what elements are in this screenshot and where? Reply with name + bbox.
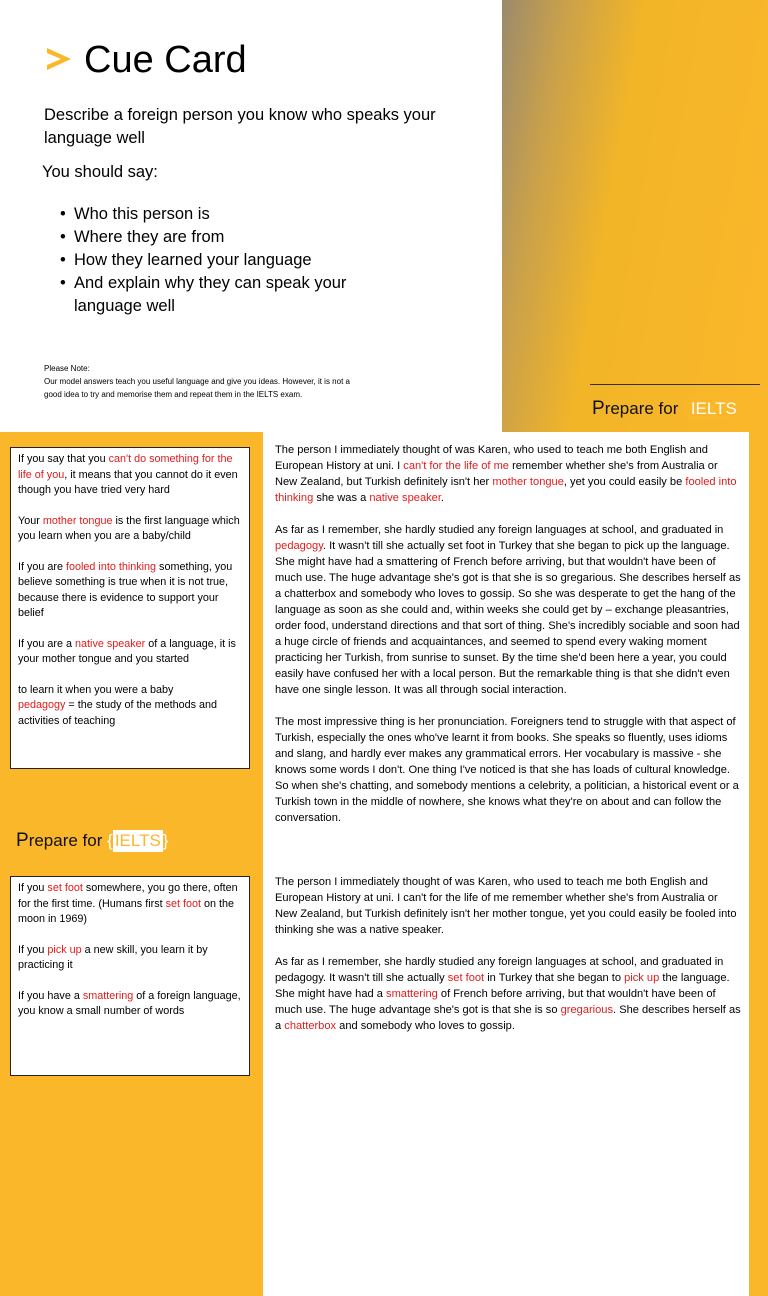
vocab-entry: to learn it when you were a baby pedagogy = the study of the methods and activities of teaching xyxy=(18,683,217,727)
gradient-panel xyxy=(502,0,768,432)
cue-question: Describe a foreign person you know who speaks your language well xyxy=(44,106,436,147)
model-answer-text xyxy=(275,874,741,1050)
page-title: Cue Card xyxy=(84,39,247,81)
vocab-entry: If you are a native speaker of a language, it is your mother tongue and you started xyxy=(18,637,236,665)
cue-bullet: • Where they are from xyxy=(60,226,400,249)
model-answer-text xyxy=(275,442,741,842)
chevron-arrow-icon xyxy=(44,44,74,74)
divider-line xyxy=(590,384,760,385)
vocabulary-box xyxy=(10,876,250,1076)
model-answer-slide-2 xyxy=(0,864,768,1296)
cue-card-slide xyxy=(0,0,768,432)
note-heading: Please Note: xyxy=(44,364,90,373)
answer-paragraph: As far as I remember, she hardly studied any foreign languages at school, and graduated in pedagogy. It wasn't till she actually set foot in Turkey that she began to pick up the language. She might have had a smattering of French before arriving, but that wouldn't have been of much use. The huge advantage she's got is that she is so gregarious. She describes herself as a chatterbox and somebody who loves to gossip. So she was desperate to get the hang of the language as soon as she could and, within weeks she could get by – exchange pleasantries, order food, understand directions and that sort of thing. She's incredibly sociable and soon had a huge circle of friends and acquaintances, and seemed to spend every waking moment practicing her Turkish, from sunrise to sunset. By the time she'd been here a year, you could easily have confused her with a local person. But the remarkable thing is that she didn't even have one single lesson. It was all through social interaction. xyxy=(275,524,741,696)
answer-paragraph: The person I immediately thought of was Karen, who used to teach me both English and European History at uni. I can't for the life of me remember whether she's from Australia or New Zealand, but Turkish definitely isn't her mother tongue, yet you could easily be fooled into thinking she was a native speaker. xyxy=(275,876,737,936)
vocab-entry: If you are fooled into thinking something, you believe something is true when it is not true, because there is evidence to support your belief xyxy=(18,560,233,619)
cue-bullet-list xyxy=(60,203,400,318)
bullet-dot-icon: • xyxy=(60,251,66,269)
vocab-entry: If you pick up a new skill, you learn it by practicing it xyxy=(18,943,208,971)
vocab-entry: Your mother tongue is the first language which you learn when you are a baby/child xyxy=(18,514,240,542)
answer-paragraph: The most impressive thing is her pronunciation. Foreigners tend to struggle with that aspect of Turkish, especially the ones who've learnt it from books. She speaks so fluently, uses idioms and slang, and hardly ever makes any grammatical errors. Her vocabulary is massive - she knows some words I don't. One thing I've noticed is that she has loads of cultural knowledge. So when she's chatting, and somebody mentions a celebrity, a politician, a historical event or a Turkish town in the middle of nowhere, she knows what they're on about and can follow the conversation. xyxy=(275,716,739,824)
bullet-dot-icon: • xyxy=(60,205,66,223)
answer-paragraph: The person I immediately thought of was Karen, who used to teach me both English and European History at uni. I can't for the life of me remember whether she's from Australia or New Zealand, but Turkish definitely isn't her mother tongue, yet you could easily be fooled into thinking she was a native speaker. xyxy=(275,444,737,504)
vocabulary-box xyxy=(10,447,250,769)
bullet-dot-icon: • xyxy=(60,274,66,292)
cue-bullet: • How they learned your language xyxy=(60,249,400,272)
vocab-entry: If you set foot somewhere, you go there, often for the first time. (Humans first set foot on the moon in 1969) xyxy=(18,882,238,925)
please-note xyxy=(44,362,364,401)
cue-bullet: • Who this person is xyxy=(60,203,400,226)
prepare-for-ielts-logo: Prepare for { IELTS } xyxy=(16,830,169,851)
answer-paragraph: As far as I remember, she hardly studied any foreign languages at school, and graduated in pedagogy. It wasn't till she actually set foot in Turkey that she began to pick up the language. She might have had a smattering of French before arriving, but that wouldn't have been of much use. The huge advantage she's got is that she is so gregarious. She describes herself as a chatterbox and somebody who loves to gossip. xyxy=(275,956,741,1032)
note-body: Our model answers teach you useful language and give you ideas. However, it is not a good idea to try and memorise them and repeat them in the IELTS exam. xyxy=(44,377,350,399)
prepare-for-ielts-logo: Prepare for { IELTS } xyxy=(592,398,745,419)
vocab-entry: If you say that you can't do something for the life of you, it means that you cannot do it even though you have tried very hard xyxy=(18,453,238,496)
bullet-dot-icon: • xyxy=(60,228,66,246)
you-should-say-label: You should say: xyxy=(42,163,158,181)
vocab-entry: If you have a smattering of a foreign language, you know a small number of words xyxy=(18,989,241,1017)
model-answer-slide-1 xyxy=(0,432,768,864)
cue-bullet: • And explain why they can speak your language well xyxy=(60,274,347,315)
